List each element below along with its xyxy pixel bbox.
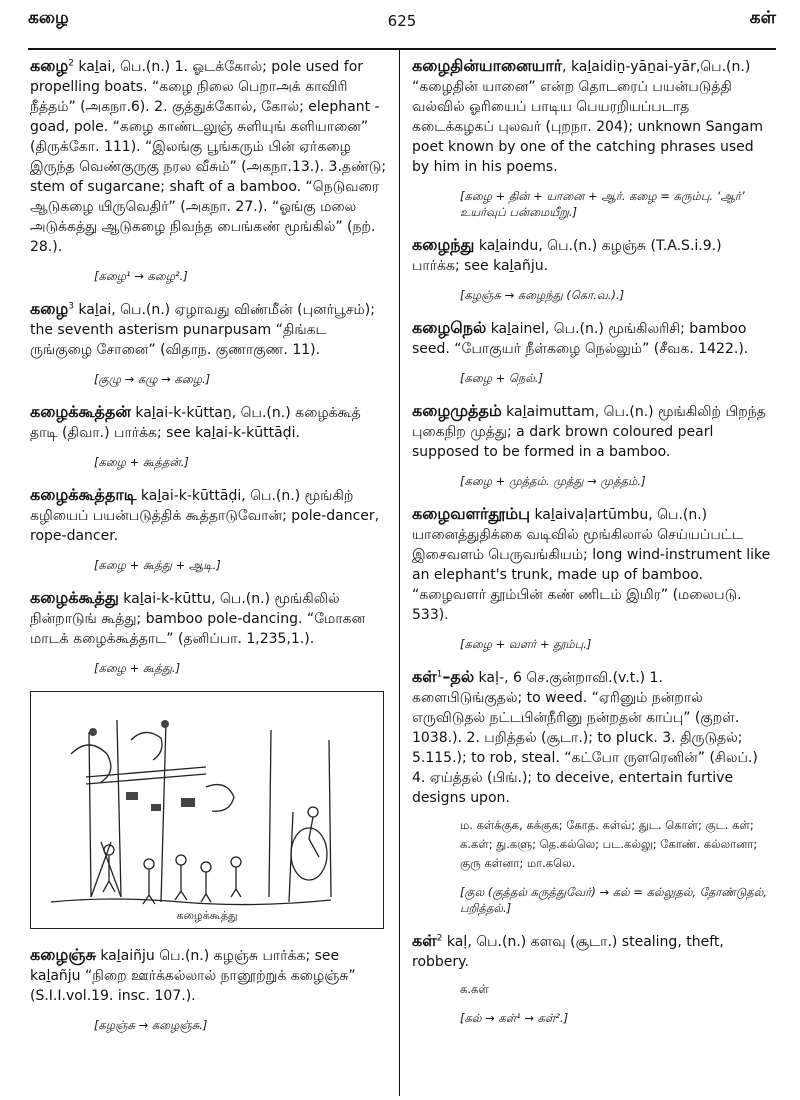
definition: kaḻai-k-kūttu, பெ.(n.) மூங்கிலில் நின்றாடுங் கூத்து; bamboo pole-dancing. “மோகன மாடக் கழைக்கூத்தாட” (தனிப்பா. 1,235,1.). xyxy=(30,591,366,647)
homonym-number: 1 xyxy=(436,669,443,680)
etymology: [கழை + கூத்தன்.] xyxy=(94,455,189,469)
dictionary-entry xyxy=(412,56,772,177)
definition: kaḻaimuttam, பெ.(n.) மூங்கிலிற் பிறந்த புகைநிற முத்து; a dark brown coloured pearl supposed to be formed in a bamboo. xyxy=(412,404,766,460)
headword: கழை xyxy=(30,56,69,75)
dictionary-entry xyxy=(30,299,390,360)
definition: , kaḻaidiṉ-yāṉai-yār,பெ.(n.) “கழைதின் யானை” என்ற தொடரைப் பயன்படுத்தி வல்வில் ஓரியைப் பாடிய பெயரறியப்படாத கடைக்கழகப் புலவர் (புறநா. 204); unknown Sangam poet known by one of the catching phrases used by him in his poems. xyxy=(412,59,764,175)
etymology: [குழு → கழு → கழை.] xyxy=(94,372,211,386)
etymology: [கழை + கூத்து.] xyxy=(94,661,181,675)
column-divider xyxy=(399,50,400,1096)
dictionary-entry xyxy=(30,588,390,649)
headword: கள் xyxy=(412,667,437,686)
dictionary-entry xyxy=(412,931,772,972)
pole-dancers-drawing xyxy=(31,692,383,928)
headword: கழைக்கூத்தாடி xyxy=(30,485,137,504)
page-header xyxy=(28,8,776,34)
etymology: [கழை + முத்தம். முத்து → முத்தம்.] xyxy=(460,474,646,488)
headword: கழைஞ்சு xyxy=(30,945,96,964)
header-rule xyxy=(28,48,776,50)
headword: கழைந்து xyxy=(412,235,475,254)
etymology: [கழை + நெல்.] xyxy=(460,371,543,385)
definition: kaḻai, பெ.(n.) ஏழாவது விண்மீன் (புனர்பூசம்); the seventh asterism punarpusam “திங்கட ருங்குழை சோனை” (விதாந. குணாகுண. 11). xyxy=(30,302,375,358)
etymology: [கழை + கூத்து + ஆடி.] xyxy=(94,558,221,572)
headword: கழைவளர்தூம்பு xyxy=(412,504,530,523)
headword: கழைக்கூத்தன் xyxy=(30,402,131,421)
dictionary-entry xyxy=(30,56,390,257)
homonym-number: 3 xyxy=(68,301,74,312)
etymology: [கழஞ்சு → கழைஞ்சு.] xyxy=(94,1018,208,1032)
etymology: [கழை + தின் + யானை + ஆர். கழை = கரும்பு. ‘ஆர்’ உயர்வுப் பன்மையீறு.] xyxy=(460,189,745,219)
page-number: 625 xyxy=(387,12,417,30)
headword: கழை xyxy=(30,299,69,318)
headword: கழைமுத்தம் xyxy=(412,401,502,420)
definition: kaḻai-k-kūttaṉ, பெ.(n.) கழைக்கூத் தாடி (திவா.) பார்க்க; see kaḻai-k-kūttāḍi. xyxy=(30,405,361,441)
cognates: க.கள் xyxy=(460,982,489,996)
definition: kaḻaivaḷartūmbu, பெ.(n.) யானைத்துதிக்கை வடிவில் மூங்கிலால் செய்யப்பட்ட இசைவளம் பெருவங்கியம்; long wind-instrument like an elephant's trunk, made up of bamboo. “கழைவளர் தூம்பின் கண் ணிடம் இமிர” (மலைபடு. 533). xyxy=(412,507,771,623)
left-column xyxy=(30,56,390,1048)
definition: kaḻai, பெ.(n.) 1. ஓடக்கோல்; pole used for propelling boats. “கழை நிலை பெறாஅக் காவிரி நீத்தம்” (அகநா.6). 2. குத்துக்கோல், கோல்; elephant - goad, pole. “கழை காண்டலுஞ் சுளியுங் களியானை” (திருக்கோ. 111). “இலங்கு பூங்கரும் பின் ஏர்கழை இருந்த வெண்குருகு நரல வீசும்” (அகநா.13.). 3.தண்டு; stem of sugarcane; shaft of a bamboo. “நெடுவரை ஆடுகழை யிருவெதிர்” (அகநா. 27.). “ஓங்கு மலை அடுக்கத்து ஆடுகழை நிவந்த பைங்கண் மூங்கில்” (நற். 28.). xyxy=(30,59,387,255)
definition: kaḻai-k-kūttāḍi, பெ.(n.) மூங்கிற் கழியைப் பயன்படுத்திக் கூத்தாடுவோன்; pole-dancer, rope-dancer. xyxy=(30,488,380,544)
dictionary-entry xyxy=(30,402,390,443)
homonym-number: 2 xyxy=(436,933,443,944)
definition: kaḷ-, 6 செ.குன்றாவி.(v.t.) 1. களைபிடுங்குதல்; to weed. “ஏரினும் நன்றால் எருவிடுதல் நட்டபின்நீரினு நன்றதன் காப்பு” (குறள். 1038.). 2. பறித்தல் (சூடா.); to pluck. 3. திருடுதல்; 5.115.); to rob, steal. “கட்போ ருளரெனின்” (சிலப்.) 4. ஏய்த்தல் (பிங்.); to deceive, entertain furtive designs upon. xyxy=(412,670,758,806)
etymology: [கல் → கள்¹ → கள்².] xyxy=(460,1011,569,1025)
definition: kaḻaiñju பெ.(n.) கழஞ்சு பார்க்க; see kaḻañju “நிறை ஊர்க்கல்லால் நானூற்றுக் கழைஞ்சு” (S.I.I.vol.19. insc. 107.). xyxy=(30,948,356,1004)
dictionary-entry xyxy=(412,504,772,625)
headword-suffix: –தல் xyxy=(442,667,475,686)
figure-caption: கழைக்கூத்து xyxy=(176,909,238,922)
definition: kaḻaindu, பெ.(n.) கழஞ்சு (T.A.S.i.9.) பார்க்க; see kaḻañju. xyxy=(412,238,722,274)
etymology: [கழை + வளர் + தூம்பு.] xyxy=(460,637,592,651)
dictionary-entry xyxy=(412,667,772,808)
headword: கழைநெல் xyxy=(412,318,487,337)
running-headword-right: கள் xyxy=(749,8,776,28)
definition: kaḷ, பெ.(n.) களவு (சூடா.) stealing, theft, robbery. xyxy=(412,934,724,970)
right-column xyxy=(412,56,772,1041)
headword: கழைதின்யானையார் xyxy=(412,56,563,75)
etymology: [கழஞ்சு → கழைந்து (கொ.வ.).] xyxy=(460,288,625,302)
pole-dancing-illustration xyxy=(30,691,384,929)
etymology: [குல (குத்தல் கருத்துவேர்) → கல் = கல்லுதல், தோண்டுதல், பறித்தல்.] xyxy=(460,885,767,915)
headword: கள் xyxy=(412,931,437,950)
running-headword-left: கழை xyxy=(28,8,69,28)
dictionary-entry xyxy=(412,401,772,462)
definition: kaḻainel, பெ.(n.) மூங்கிலரிசி; bamboo seed. “போகுயர் நீள்கழை நெல்லும்” (சீவக. 1422.). xyxy=(412,321,749,357)
dictionary-entry xyxy=(30,485,390,546)
dictionary-entry xyxy=(412,235,772,276)
homonym-number: 2 xyxy=(68,58,74,69)
cognates: ம. கள்க்குக, கக்குக; கோத. கள்வ்; துட. கொள்; குட. கள்; க.கள்; து.களு; தெ.கல்லெ; பட.கல்லு; கோண். கல்லானா; குரு கள்னா; மா.கலெ. xyxy=(460,818,758,870)
headword: கழைக்கூத்து xyxy=(30,588,119,607)
dictionary-entry xyxy=(412,318,772,359)
etymology: [கழை¹ → கழை².] xyxy=(94,269,188,283)
dictionary-entry xyxy=(30,945,390,1006)
